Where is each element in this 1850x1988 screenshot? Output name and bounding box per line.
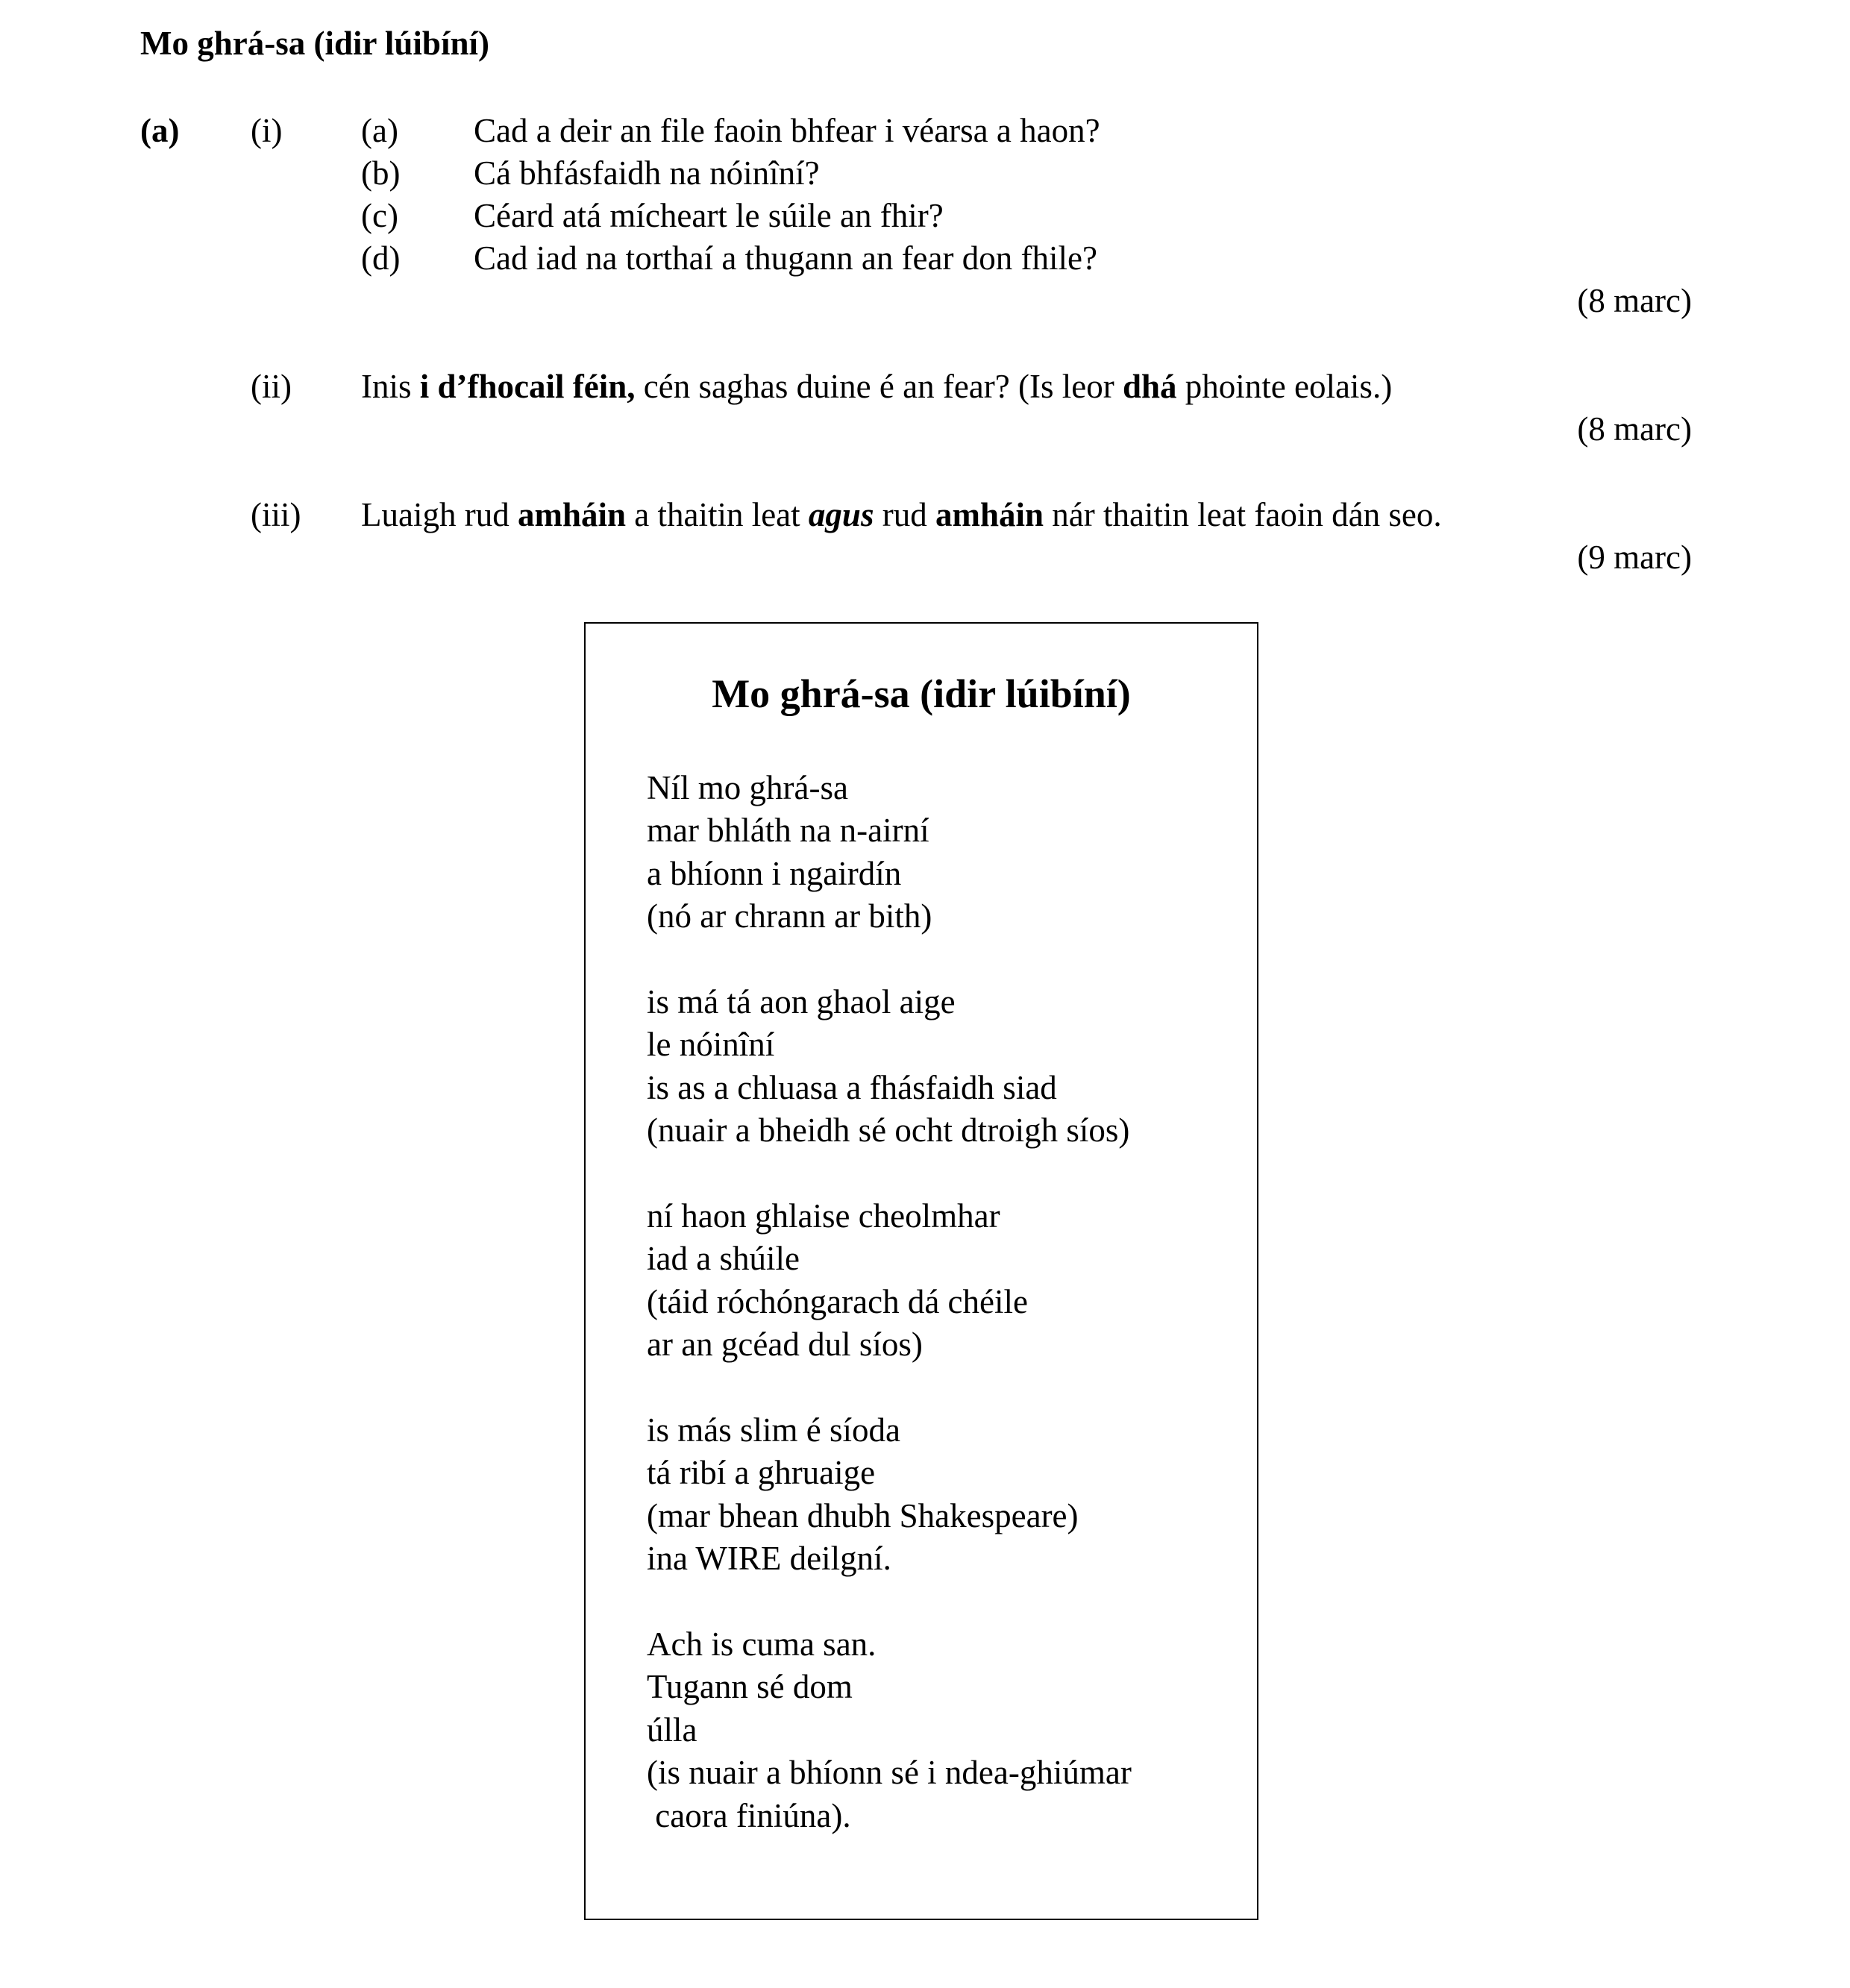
section-title: Mo ghrá-sa (idir lúibíní)	[140, 25, 489, 62]
question-ii-text-part: Inis	[361, 368, 420, 405]
poem-line: úlla	[647, 1711, 697, 1749]
question-i-label: (i)	[251, 112, 283, 149]
question-ii-emphasis: dhá	[1122, 368, 1177, 405]
poem-stanza-3	[647, 1195, 1132, 1367]
part-label: (a)	[140, 112, 180, 149]
poem-line: tá ribí a ghruaige	[647, 1454, 876, 1492]
poem-line: is as a chluasa a fhásfaidh siad	[647, 1068, 1057, 1106]
question-i-b-text: Cá bhfásfaidh na nóinîní?	[474, 154, 820, 192]
poem-line: Níl mo ghrá-sa	[647, 769, 848, 806]
poem-line: (is nuair a bhíonn sé i ndea-ghiúmar	[647, 1754, 1132, 1792]
question-i-a-letter: (a)	[361, 112, 398, 149]
poem-line: ina WIRE deilgní.	[647, 1540, 891, 1578]
question-i-a-text: Cad a deir an file faoin bhfear i véarsa a haon?	[474, 112, 1100, 149]
question-i-d-text: Cad iad na torthaí a thugann an fear don fhile?	[474, 239, 1097, 277]
question-i-marks: (8 marc)	[1577, 282, 1692, 319]
question-i-b-letter: (b)	[361, 154, 401, 192]
poem-line: Ach is cuma san.	[647, 1625, 877, 1664]
question-ii-text-part: cén saghas duine é an fear? (Is leor	[635, 368, 1123, 405]
poem-title: Mo ghrá-sa (idir lúibíní)	[712, 671, 1131, 716]
question-iii-emphasis-italic: agus	[808, 496, 874, 533]
poem-stanza-1	[647, 767, 1132, 938]
question-iii-emphasis: amháin	[935, 496, 1044, 533]
question-iii-text-part: Luaigh rud	[361, 496, 518, 533]
poem-line: is má tá aon ghaol aige	[647, 983, 956, 1021]
poem-line: ní haon ghlaise cheolmhar	[647, 1197, 1000, 1235]
poem-line: a bhíonn i ngairdín	[647, 854, 902, 892]
poem-line: is más slim é síoda	[647, 1411, 900, 1449]
question-iii-text-part: rud	[874, 496, 935, 533]
question-ii-label: (ii)	[251, 368, 292, 405]
question-iii-marks: (9 marc)	[1577, 539, 1692, 576]
question-iii-label: (iii)	[251, 496, 301, 533]
poem-line: ar an gcéad dul síos)	[647, 1326, 923, 1364]
question-iii-text-part: a thaitin leat	[626, 496, 809, 533]
poem-line: (mar bhean dhubh Shakespeare)	[647, 1496, 1079, 1534]
poem-line: iad a shúile	[647, 1240, 800, 1278]
poem-line: (táid róchóngarach dá chéile	[647, 1282, 1028, 1320]
question-ii-text	[361, 366, 1392, 408]
poem-stanza-5	[647, 1623, 1132, 1837]
poem-line: mar bhláth na n-airní	[647, 812, 929, 850]
poem-line: Tugann sé dom	[647, 1668, 853, 1706]
question-i-d-letter: (d)	[361, 239, 401, 277]
poem-line: (nó ar chrann ar bith)	[647, 897, 932, 935]
poem-body	[647, 767, 1132, 1880]
poem-stanza-2	[647, 981, 1132, 1153]
question-iii-text	[361, 494, 1442, 536]
poem-stanza-4	[647, 1409, 1132, 1581]
poem-line: caora finiúna).	[647, 1796, 851, 1834]
poem-line: le nóinîní	[647, 1026, 775, 1064]
question-ii-marks: (8 marc)	[1577, 410, 1692, 448]
question-i-c-letter: (c)	[361, 197, 398, 234]
question-ii-text-part: phointe eolais.)	[1176, 368, 1393, 405]
poem-box	[584, 622, 1258, 1920]
question-iii-text-part: nár thaitin leat faoin dán seo.	[1044, 496, 1442, 533]
question-iii-emphasis: amháin	[517, 496, 626, 533]
question-i-c-text: Céard atá mícheart le súile an fhir?	[474, 197, 944, 234]
poem-line: (nuair a bheidh sé ocht dtroigh síos)	[647, 1111, 1130, 1150]
question-ii-emphasis: i d’fhocail féin,	[419, 368, 636, 405]
